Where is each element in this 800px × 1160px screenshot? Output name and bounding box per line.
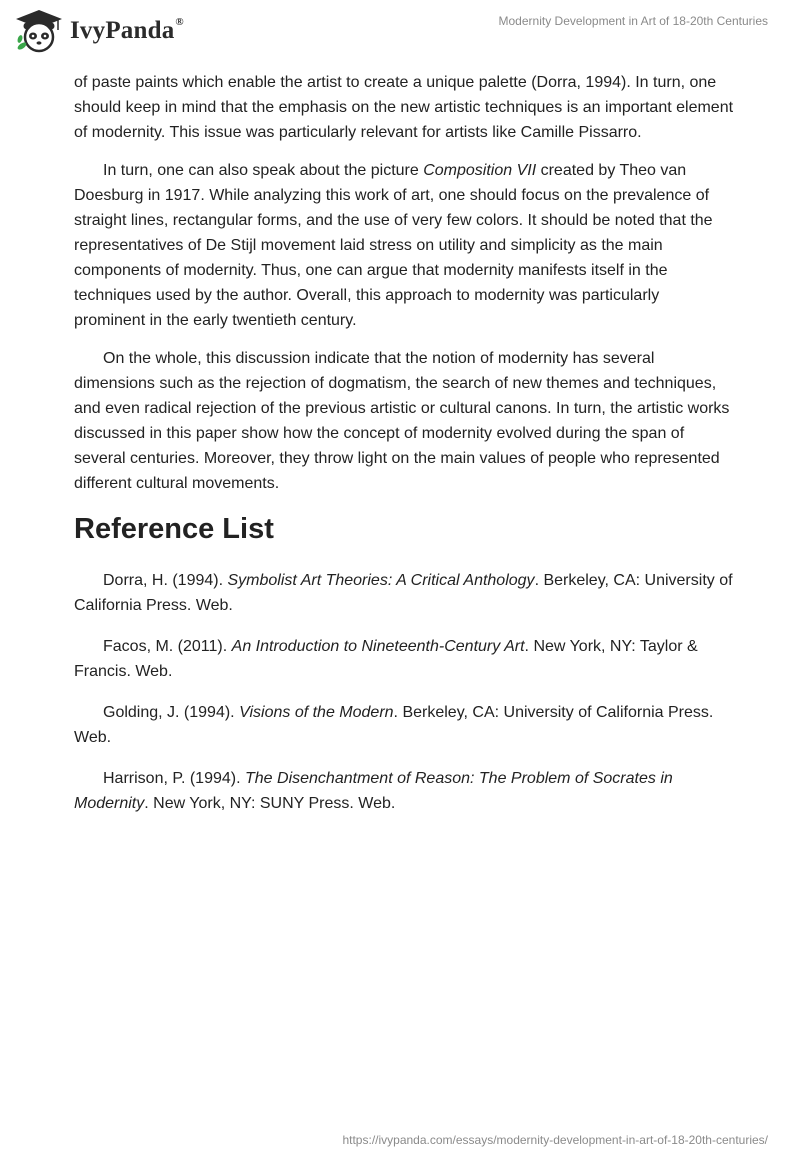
reference-item	[74, 700, 734, 750]
reference-list-heading: Reference List	[74, 513, 274, 545]
document-title: Modernity Development in Art of 18-20th Centuries	[498, 14, 768, 28]
paragraph-2-text-b: created by Theo van Doesburg in 1917. While analyzing this work of art, one should focus on the prevalence of straight lines, rectangular forms, and the use of very few colors. It should be noted that the representatives of De Stijl movement laid stress on utility and simplicity as the main components of modernity. Thus, one can argue that modernity manifests itself in the techniques used by the author. Overall, this approach to modernity was particularly prominent in the early twentieth century.	[74, 162, 713, 329]
reference-list	[74, 568, 734, 816]
reference-title: An Introduction to Nineteenth-Century Art	[231, 638, 525, 655]
reference-item	[74, 634, 734, 684]
reference-publisher: . Berkeley, CA: University of California Press. Web.	[74, 704, 714, 746]
paragraph-2	[74, 158, 734, 333]
reference-title: Visions of the Modern	[239, 704, 394, 721]
reference-publisher: . New York, NY: SUNY Press. Web.	[144, 795, 396, 812]
brand-name	[70, 17, 184, 45]
reference-publisher: . New York, NY: Taylor & Francis. Web.	[74, 638, 698, 680]
reference-author: Facos, M. (2011).	[103, 638, 232, 655]
page-header	[0, 0, 800, 70]
panda-graduate-icon	[14, 8, 64, 54]
reference-publisher: . Berkeley, CA: University of California Press. Web.	[74, 572, 733, 614]
paragraph-1: of paste paints which enable the artist to create a unique palette (Dorra, 1994). In turn, one should keep in mind that the emphasis on the new artistic techniques is an important element of modernity. This issue was particularly relevant for artists like Camille Pissarro.	[74, 74, 734, 141]
paragraph-3: On the whole, this discussion indicate that the notion of modernity has several dimensions such as the rejection of dogmatism, the search of new themes and techniques, and even radical rejection of the previous artistic or cultural canons. In turn, the artistic works discussed in this paper show how the concept of modernity evolved during the span of several centuries. Moreover, they throw light on the main values of people who represented different cultural movements.	[74, 350, 730, 492]
paragraph-2-text-a: In turn, one can also speak about the picture	[103, 162, 424, 179]
registered-mark: ®	[175, 15, 184, 28]
source-url[interactable]: https://ivypanda.com/essays/modernity-development-in-art-of-18-20th-centuries/	[342, 1133, 768, 1147]
reference-author: Dorra, H. (1994).	[103, 572, 228, 589]
artwork-title: Composition VII	[423, 162, 537, 179]
reference-item	[74, 766, 734, 816]
reference-title: Symbolist Art Theories: A Critical Anthology	[227, 572, 535, 589]
ivypanda-logo[interactable]	[14, 8, 184, 54]
reference-item	[74, 568, 734, 618]
reference-author: Golding, J. (1994).	[103, 704, 240, 721]
essay-body	[74, 70, 734, 832]
reference-title: The Disenchantment of Reason: The Problem of Socrates in Modernity	[74, 770, 673, 812]
reference-author: Harrison, P. (1994).	[103, 770, 245, 787]
brand-text: IvyPanda	[70, 17, 175, 44]
